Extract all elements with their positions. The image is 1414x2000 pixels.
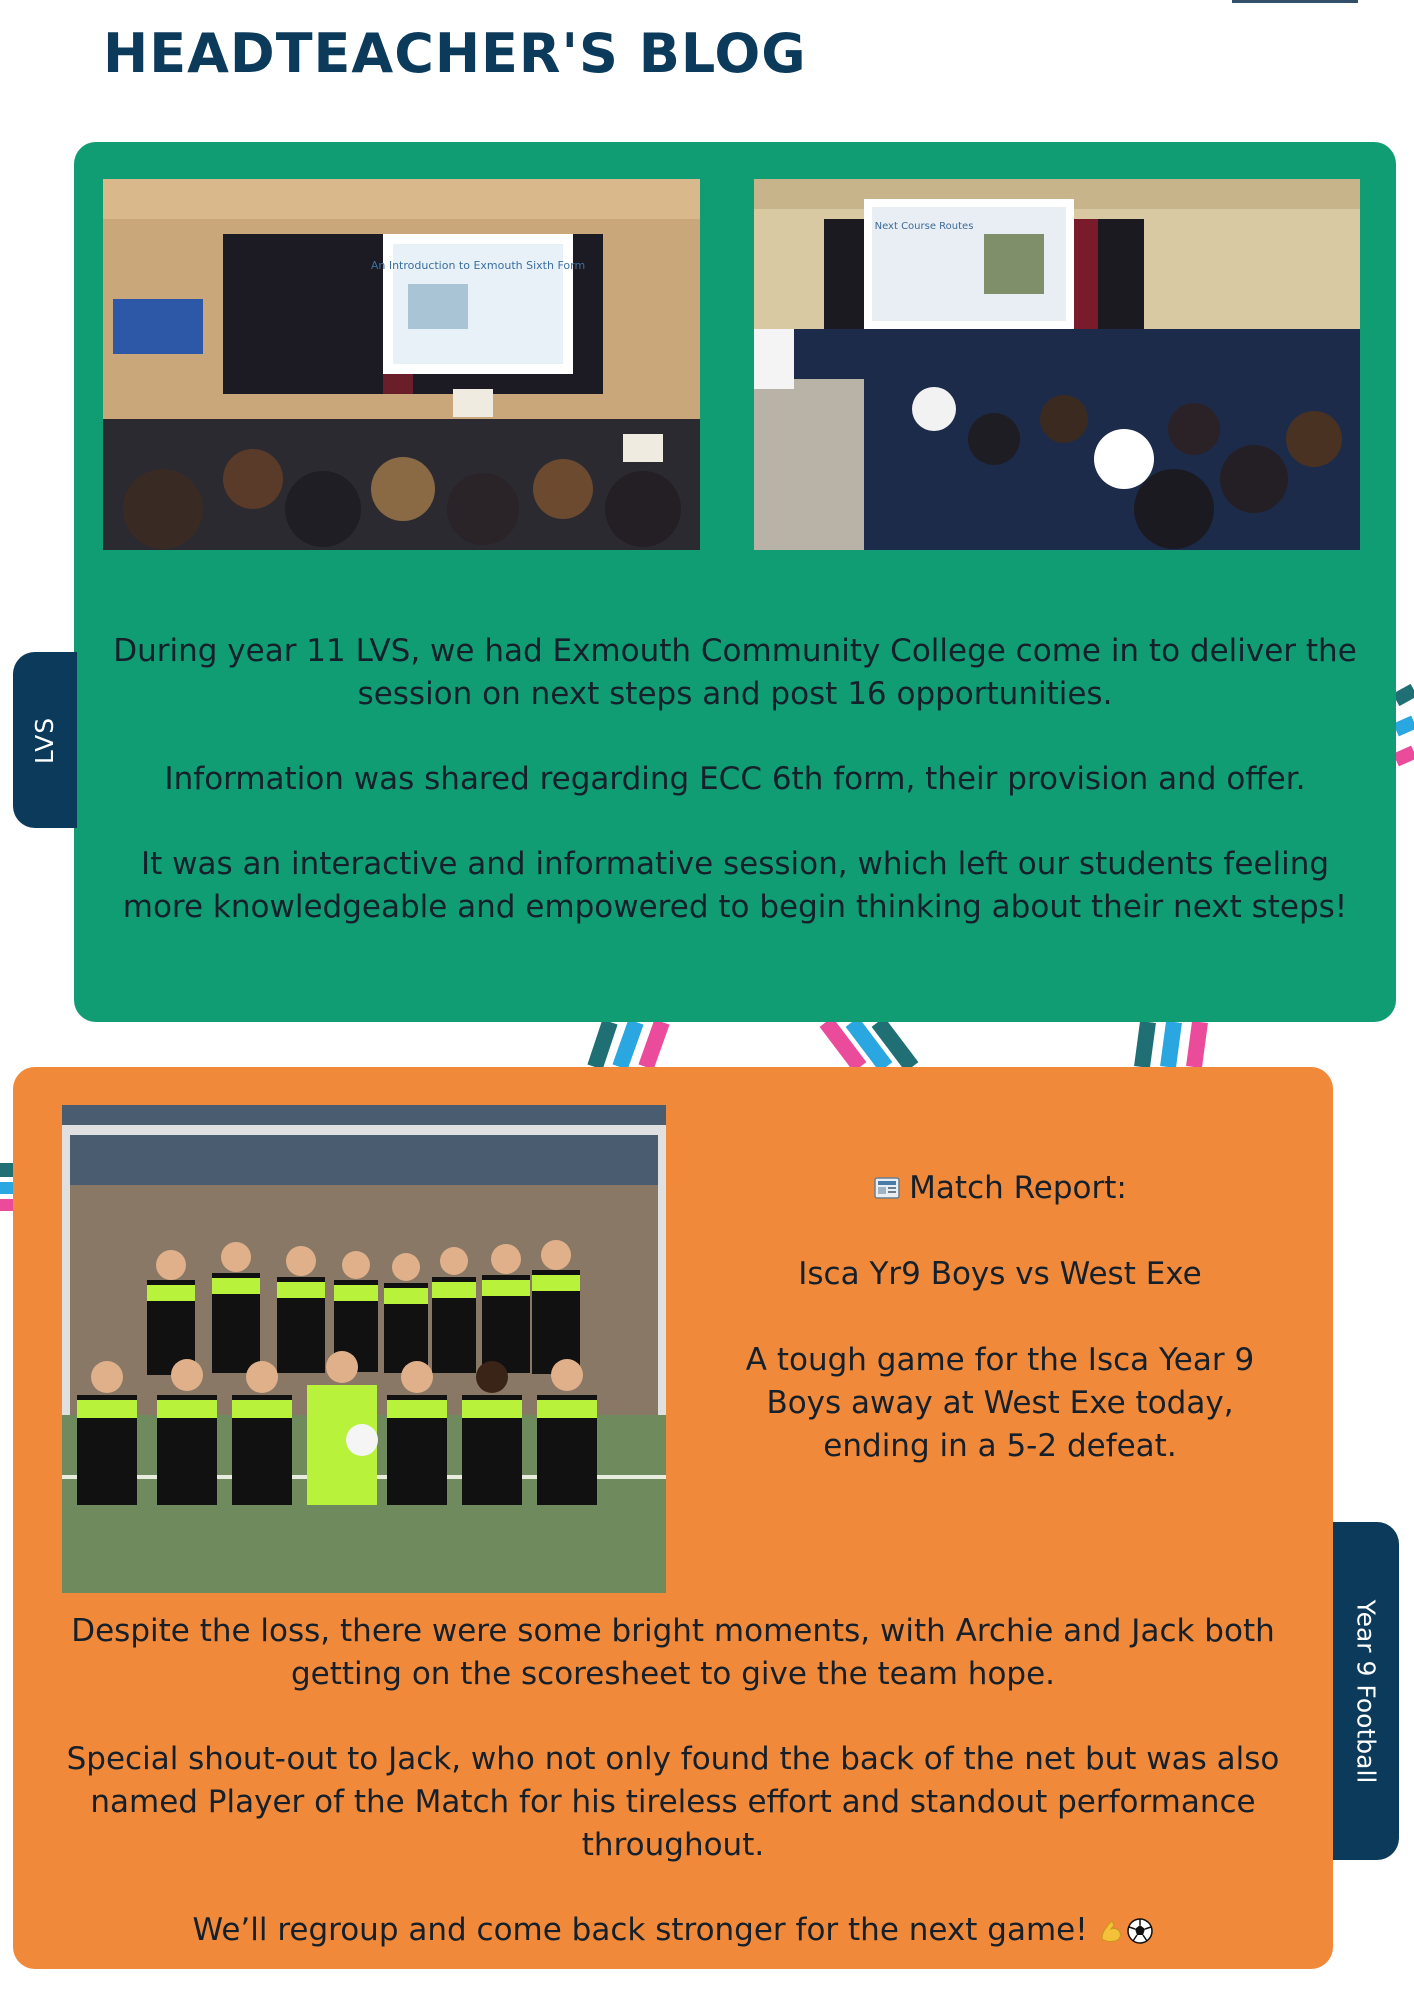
football-closing: We’ll regroup and come back stronger for the next game! bbox=[192, 1912, 1088, 1948]
year9-tab-label: Year 9 Football bbox=[1351, 1599, 1381, 1783]
lvs-tab-label: LVS bbox=[30, 716, 60, 764]
match-fixture: Isca Yr9 Boys vs West Exe bbox=[798, 1256, 1202, 1292]
top-rule bbox=[1232, 0, 1358, 3]
slide-title-text: An Introduction to Exmouth Sixth Form bbox=[370, 259, 586, 272]
football-paragraph-1: Despite the loss, there were some bright moments, with Archie and Jack both getting on the scoresheet to give the team hope. bbox=[71, 1613, 1275, 1692]
flexed-bicep-icon bbox=[1098, 1917, 1126, 1945]
match-summary: A tough game for the Isca Year 9 Boys away at West Exe today, ending in a 5-2 defeat. bbox=[745, 1342, 1255, 1464]
match-info bbox=[730, 1167, 1270, 1511]
football-paragraph-2: Special shout-out to Jack, who not only found the back of the net but was also named Player of the Match for his tireless effort and standout performance throughout. bbox=[66, 1741, 1280, 1863]
lvs-paragraph-3: It was an interactive and informative session, which left our students feeling more knowledgeable and empowered to begin thinking about their next steps! bbox=[122, 846, 1348, 925]
assembly-hall-photo bbox=[103, 179, 700, 550]
match-report-heading: Match Report: bbox=[909, 1170, 1127, 1206]
lvs-text bbox=[104, 630, 1366, 971]
match-report-heading-row bbox=[730, 1167, 1270, 1210]
lvs-paragraph-2: Information was shared regarding ECC 6th form, their provision and offer. bbox=[164, 761, 1306, 797]
lvs-side-tab bbox=[13, 652, 77, 828]
team-photo bbox=[62, 1105, 666, 1593]
page-title: HEADTEACHER'S BLOG bbox=[103, 22, 807, 85]
lvs-panel bbox=[74, 142, 1396, 1022]
lecture-theatre-photo bbox=[754, 179, 1360, 550]
year9-football-side-tab bbox=[1333, 1522, 1399, 1860]
football-icon bbox=[1126, 1917, 1154, 1945]
lvs-paragraph-1: During year 11 LVS, we had Exmouth Community College come in to deliver the session on next steps and post 16 opportunities. bbox=[113, 633, 1357, 712]
football-text bbox=[18, 1610, 1328, 1994]
newspaper-icon bbox=[873, 1174, 901, 1202]
football-closing-row bbox=[18, 1909, 1328, 1952]
slide-title-text-2: Next Course Routes bbox=[874, 221, 974, 232]
